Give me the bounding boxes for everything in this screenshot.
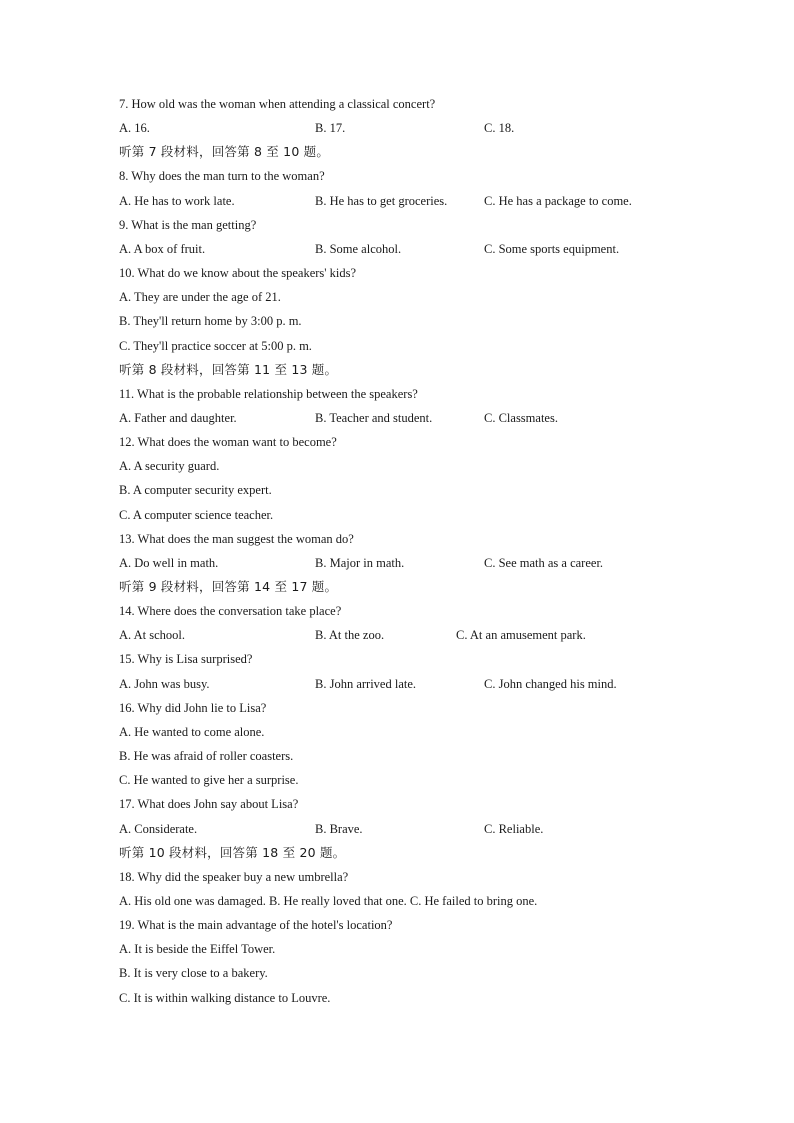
option-row xyxy=(119,627,679,643)
text-line: B. They'll return home by 3:00 p. m. xyxy=(119,314,302,329)
text-line: 18. Why did the speaker buy a new umbrella? xyxy=(119,869,349,884)
text-line: A. It is beside the Eiffel Tower. xyxy=(119,942,276,957)
option-row xyxy=(119,821,679,837)
option-b: B. At the zoo. xyxy=(315,628,385,643)
option-a: A. Father and daughter. xyxy=(119,410,237,425)
text-line: C. He wanted to give her a surprise. xyxy=(119,773,299,788)
text-line: 19. What is the main advantage of the hotel's location? xyxy=(119,918,393,933)
option-c: C. At an amusement park. xyxy=(456,628,586,643)
option-c: C. John changed his mind. xyxy=(484,676,617,691)
option-b: B. He has to get groceries. xyxy=(315,193,448,208)
option-a: A. 16. xyxy=(119,121,150,136)
text-line: C. It is within walking distance to Louvre. xyxy=(119,990,331,1005)
option-c: C. Reliable. xyxy=(484,821,544,836)
text-line: A. He wanted to come alone. xyxy=(119,724,265,739)
option-b: B. Major in math. xyxy=(315,555,405,570)
option-a: A. Do well in math. xyxy=(119,555,219,570)
option-a: A. John was busy. xyxy=(119,676,210,691)
option-a: A. Considerate. xyxy=(119,821,198,836)
section-instruction: 听第 8 段材料，回答第 11 至 13 题。 xyxy=(119,361,338,377)
text-line: 16. Why did John lie to Lisa? xyxy=(119,700,267,715)
option-a: A. At school. xyxy=(119,628,185,643)
option-row xyxy=(119,555,679,571)
option-c: C. He has a package to come. xyxy=(484,193,632,208)
text-line: A. A security guard. xyxy=(119,459,220,474)
option-b: B. John arrived late. xyxy=(315,676,417,691)
text-line: B. A computer security expert. xyxy=(119,483,272,498)
option-row xyxy=(119,410,679,426)
text-line: B. He was afraid of roller coasters. xyxy=(119,749,294,764)
option-b: B. Teacher and student. xyxy=(315,410,433,425)
option-c: C. Some sports equipment. xyxy=(484,241,620,256)
option-a: A. A box of fruit. xyxy=(119,241,206,256)
text-line: A. His old one was damaged. B. He really loved that one. C. He failed to bring one. xyxy=(119,893,538,908)
text-line: 9. What is the man getting? xyxy=(119,217,257,232)
option-row xyxy=(119,120,679,136)
text-line: 14. Where does the conversation take place? xyxy=(119,604,342,619)
text-line: 12. What does the woman want to become? xyxy=(119,435,337,450)
text-line: 7. How old was the woman when attending a classical concert? xyxy=(119,97,436,111)
option-b: B. 17. xyxy=(315,121,346,136)
text-line: 17. What does John say about Lisa? xyxy=(119,797,299,812)
option-c: C. See math as a career. xyxy=(484,555,604,570)
text-line: C. A computer science teacher. xyxy=(119,507,274,522)
option-b: B. Brave. xyxy=(315,821,363,836)
section-instruction: 听第 10 段材料，回答第 18 至 20 题。 xyxy=(119,844,346,860)
section-instruction: 听第 7 段材料，回答第 8 至 10 题。 xyxy=(119,144,330,160)
text-line: 15. Why is Lisa surprised? xyxy=(119,652,253,667)
text-line: 10. What do we know about the speakers' kids? xyxy=(119,266,357,281)
text-line: 11. What is the probable relationship between the speakers? xyxy=(119,386,418,401)
option-row xyxy=(119,676,679,692)
text-line: 13. What does the man suggest the woman do? xyxy=(119,531,354,546)
option-row xyxy=(119,193,679,209)
section-instruction: 听第 9 段材料，回答第 14 至 17 题。 xyxy=(119,579,338,594)
text-line: B. It is very close to a bakery. xyxy=(119,966,268,981)
option-row xyxy=(119,241,679,257)
text-line: 8. Why does the man turn to the woman? xyxy=(119,169,325,184)
option-c: C. 18. xyxy=(484,121,515,136)
option-a: A. He has to work late. xyxy=(119,193,235,208)
option-b: B. Some alcohol. xyxy=(315,241,402,256)
text-line: A. They are under the age of 21. xyxy=(119,290,281,305)
text-line: C. They'll practice soccer at 5:00 p. m. xyxy=(119,338,312,353)
option-c: C. Classmates. xyxy=(484,410,558,425)
